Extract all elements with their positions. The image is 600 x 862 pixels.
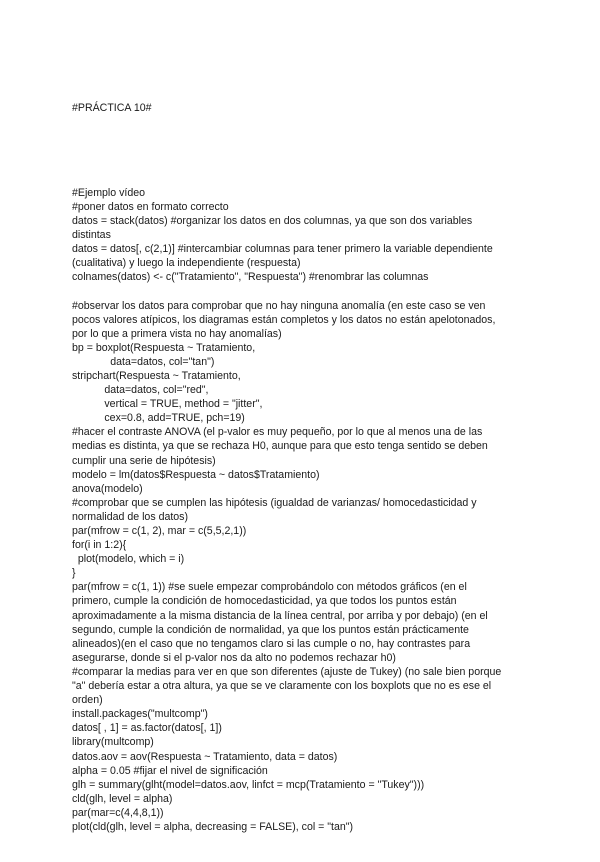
document-line: primero, cumple la condición de homocedasticidad, ya que todos los puntos están — [72, 595, 457, 608]
document-line: datos.aov = aov(Respuesta ~ Tratamiento, data = datos) — [72, 750, 338, 763]
document-line: cex=0.8, add=TRUE, pch=19) — [72, 412, 245, 425]
document-line: #Ejemplo vídeo — [72, 186, 146, 199]
document-line: plot(modelo, which = i) — [72, 553, 185, 566]
document-line: #poner datos en formato correcto — [72, 200, 229, 213]
document-line: orden) — [72, 694, 103, 707]
document-line: cumplir una serie de hipótesis) — [72, 454, 216, 467]
document-body — [72, 73, 542, 862]
document-line: datos = stack(datos) #organizar los datos en dos columnas, ya que son dos variables — [72, 214, 473, 227]
document-line: glh = summary(glht(model=datos.aov, linfct = mcp(Tratamiento = "Tukey"))) — [72, 778, 425, 791]
document-line: normalidad de los datos) — [72, 510, 189, 523]
document-line: alpha = 0.05 #fijar el nivel de significación — [72, 764, 268, 777]
document-line: data=datos, col="tan") — [72, 355, 215, 368]
document-line: modelo = lm(datos$Respuesta ~ datos$Tratamiento) — [72, 468, 320, 481]
document-line: data=datos, col="red", — [72, 384, 209, 397]
document-line: } — [72, 567, 76, 580]
document-lines — [72, 186, 542, 834]
document-line: vertical = TRUE, method = "jitter", — [72, 398, 263, 411]
document-title: #PRÁCTICA 10# — [72, 102, 152, 115]
document-line: #hacer el contraste ANOVA (el p-valor es muy pequeño, por lo que al menos una de las — [72, 426, 483, 439]
document-line: install.packages("multcomp") — [72, 708, 208, 721]
document-line: asegurarse, donde si el p-valor nos da alto no podemos rechazar h0) — [72, 651, 396, 664]
document-line: distintas — [72, 229, 111, 242]
document-line: #comprobar que se cumplen las hipótesis (igualdad de varianzas/ homocedasticidad y — [72, 496, 477, 509]
document-line: alineados)(en el caso que no tengamos claro si las cumple o no, hay contrastes para — [72, 637, 471, 650]
document-line: #observar los datos para comprobar que no hay ninguna anomalía (en este caso se ven — [72, 299, 486, 312]
document-line: par(mfrow = c(1, 2), mar = c(5,5,2,1)) — [72, 525, 247, 537]
document-line: plot(cld(glh, level = alpha, decreasing = FALSE), col = "tan") — [72, 820, 354, 833]
document-line: datos = datos[, c(2,1)] #intercambiar columnas para tener primero la variable dependiente — [72, 243, 493, 256]
document-line: par(mfrow = c(1, 1)) #se suele empezar comprobándolo con métodos gráficos (en el — [72, 581, 467, 594]
document-line: "a" debería estar a otra altura, ya que se ve claramente con los boxplots que no es ese el — [72, 680, 492, 693]
blank-line — [72, 284, 542, 298]
document-line: stripchart(Respuesta ~ Tratamiento, — [72, 369, 241, 382]
document-line: pocos valores atípicos, los diagramas están completos y los datos no están apelotonados, — [72, 313, 496, 326]
document-line: anova(modelo) — [72, 482, 143, 495]
document-line: library(multcomp) — [72, 736, 154, 749]
document-line: segundo, cumple la condición de normalidad, ya que los puntos están prácticamente — [72, 623, 469, 636]
document-line: colnames(datos) <- c("Tratamiento", "Respuesta") #renombrar las columnas — [72, 271, 429, 284]
document-line: por lo que a primera vista no hay anomalías) — [72, 327, 282, 340]
document-line: cld(glh, level = alpha) — [72, 792, 173, 805]
document-line: aproximadamente a la misma distancia de la línea central, por arriba y por debajo) (en el — [72, 609, 488, 622]
blank-line — [72, 143, 542, 157]
document-line: datos[ , 1] = as.factor(datos[, 1]) — [72, 722, 222, 735]
document-line: #comparar la medias para ver en que son diferentes (ajuste de Tukey) (no sale bien porque — [72, 665, 502, 678]
document-line: medias es distinta, ya que se rechaza H0, aunque para que esto tenga sentido se deben — [72, 440, 488, 453]
document-line: par(mar=c(4,4,8,1)) — [72, 806, 164, 819]
document-line: for(i in 1:2){ — [72, 539, 127, 552]
document-line: bp = boxplot(Respuesta ~ Tratamiento, — [72, 341, 256, 354]
document-line: (cualitativa) y luego la independiente (respuesta) — [72, 257, 301, 270]
